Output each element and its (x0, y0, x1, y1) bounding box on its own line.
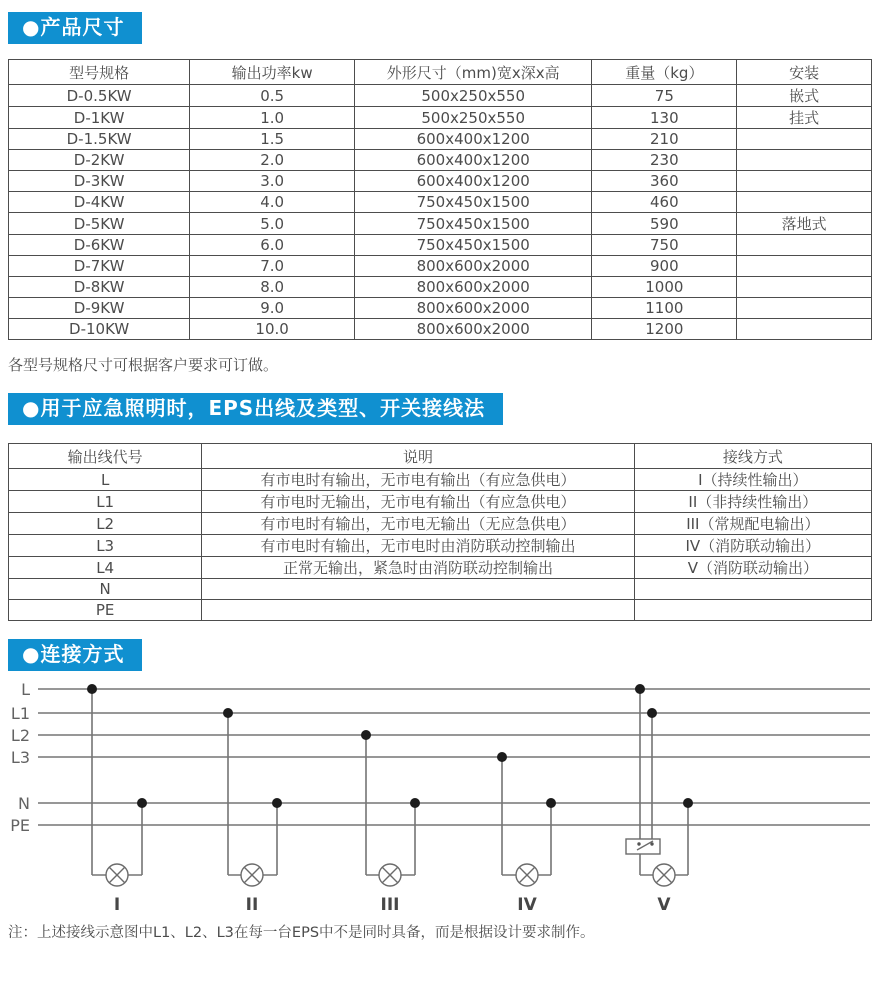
table-cell: 1.5 (190, 129, 355, 150)
eps-wiring-table (8, 443, 872, 621)
table-cell: 6.0 (190, 235, 355, 256)
wiring-table-header-row (9, 444, 872, 469)
rail-label-l2: L2 (10, 726, 30, 745)
table-cell: 1100 (592, 298, 737, 319)
table-cell: 4.0 (190, 192, 355, 213)
table-cell: 10.0 (190, 319, 355, 340)
table-cell (634, 579, 871, 600)
section-header-connection (8, 639, 142, 671)
connection-diagram-svg (0, 673, 880, 919)
table-cell: 600x400x1200 (355, 129, 592, 150)
table-cell: D-5KW (9, 213, 190, 235)
table-row (9, 491, 872, 513)
table-cell: 360 (592, 171, 737, 192)
junction-dot (87, 684, 693, 808)
table-cell: D-9KW (9, 298, 190, 319)
rail-label-l1: L1 (10, 704, 30, 723)
table-row (9, 150, 872, 171)
column-header: 接线方式 (634, 444, 871, 469)
table-cell: 500x250x550 (355, 85, 592, 107)
table-cell: D-4KW (9, 192, 190, 213)
table-row (9, 129, 872, 150)
table-cell: N (9, 579, 202, 600)
column-header: 输出功率kw (190, 60, 355, 85)
circuit-label-1: I (113, 895, 121, 915)
table-cell: L2 (9, 513, 202, 535)
table-cell: 落地式 (737, 213, 872, 235)
table-cell: D-6KW (9, 235, 190, 256)
table-cell: L3 (9, 535, 202, 557)
table-cell: 5.0 (190, 213, 355, 235)
table-cell (737, 298, 872, 319)
table-cell: IV（消防联动输出） (634, 535, 871, 557)
table-row (9, 319, 872, 340)
table-row (9, 213, 872, 235)
table-cell: D-3KW (9, 171, 190, 192)
table-cell: 嵌式 (737, 85, 872, 107)
table-cell: 7.0 (190, 256, 355, 277)
table-cell: 600x400x1200 (355, 171, 592, 192)
table-cell: 500x250x550 (355, 107, 592, 129)
table-cell: 750x450x1500 (355, 192, 592, 213)
table-cell: D-7KW (9, 256, 190, 277)
table-cell: D-8KW (9, 277, 190, 298)
table-cell: 460 (592, 192, 737, 213)
rail-label-l3: L3 (10, 748, 30, 767)
table-cell: 230 (592, 150, 737, 171)
table-cell: 1.0 (190, 107, 355, 129)
table-cell: 800x600x2000 (355, 277, 592, 298)
circuit-label-4: IV (517, 895, 537, 915)
rail-label-l: L (21, 680, 30, 699)
connection-diagram (0, 673, 880, 919)
table-row (9, 192, 872, 213)
table-row (9, 298, 872, 319)
table-cell: D-0.5KW (9, 85, 190, 107)
table-cell: 3.0 (190, 171, 355, 192)
table-cell (737, 235, 872, 256)
section-title: ●连接方式 (22, 642, 125, 666)
table-row (9, 277, 872, 298)
table-cell: L4 (9, 557, 202, 579)
section-header-product-size (8, 12, 142, 44)
table-cell (737, 319, 872, 340)
product-table-header-row (9, 60, 872, 85)
lamp-icon (106, 864, 675, 886)
table-row (9, 256, 872, 277)
table-cell: 900 (592, 256, 737, 277)
column-header: 说明 (202, 444, 634, 469)
column-header: 输出线代号 (9, 444, 202, 469)
table-cell: 有市电时有输出，无市电有输出（有应急供电） (202, 469, 634, 491)
section-title: ●产品尺寸 (22, 15, 125, 39)
wiring-table-body (9, 469, 872, 621)
table-cell: 有市电时无输出，无市电有输出（有应急供电） (202, 491, 634, 513)
table-row (9, 557, 872, 579)
table-cell: 750x450x1500 (355, 235, 592, 256)
table-cell: 挂式 (737, 107, 872, 129)
table-cell (737, 150, 872, 171)
table-cell: D-1.5KW (9, 129, 190, 150)
table-cell (202, 600, 634, 621)
table-cell (737, 277, 872, 298)
table-row (9, 579, 872, 600)
table-cell: 有市电时有输出，无市电无输出（无应急供电） (202, 513, 634, 535)
table-cell: 210 (592, 129, 737, 150)
table-row (9, 535, 872, 557)
table-cell: D-10KW (9, 319, 190, 340)
circuit-label-5: V (657, 895, 671, 915)
table-cell: 130 (592, 107, 737, 129)
table-cell: 75 (592, 85, 737, 107)
column-header: 外形尺寸（mm)宽x深x高 (355, 60, 592, 85)
table-cell: 8.0 (190, 277, 355, 298)
table-cell: 600x400x1200 (355, 150, 592, 171)
table-row (9, 107, 872, 129)
table-cell: II（非持续性输出） (634, 491, 871, 513)
rail-label-n: N (18, 794, 30, 813)
table-cell: 750 (592, 235, 737, 256)
table-cell (737, 171, 872, 192)
product-table-note: 各型号规格尺寸可根据客户要求可订做。 (8, 356, 279, 374)
table-cell (634, 600, 871, 621)
table-cell: 有市电时有输出，无市电时由消防联动控制输出 (202, 535, 634, 557)
table-cell: L (9, 469, 202, 491)
table-cell: 1200 (592, 319, 737, 340)
section-title: ●用于应急照明时，EPS出线及类型、开关接线法 (22, 396, 486, 420)
table-row (9, 235, 872, 256)
column-header: 型号规格 (9, 60, 190, 85)
table-cell: 800x600x2000 (355, 298, 592, 319)
table-cell: D-1KW (9, 107, 190, 129)
circuit-label-3: III (380, 895, 400, 915)
rail-label-pe: PE (10, 816, 30, 835)
diagram-footnote: 注：上述接线示意图中L1、L2、L3在每一台EPS中不是同时具备，而是根据设计要求制作。 (8, 925, 595, 941)
table-cell: 正常无输出，紧急时由消防联动控制输出 (202, 557, 634, 579)
table-cell (737, 192, 872, 213)
table-row (9, 85, 872, 107)
table-cell: 750x450x1500 (355, 213, 592, 235)
table-cell: 800x600x2000 (355, 319, 592, 340)
circuit-label-2: II (245, 895, 259, 915)
table-cell: 9.0 (190, 298, 355, 319)
table-cell: III（常规配电输出） (634, 513, 871, 535)
column-header: 安装 (737, 60, 872, 85)
column-header: 重量（kg） (592, 60, 737, 85)
table-cell: 590 (592, 213, 737, 235)
table-row (9, 469, 872, 491)
table-row (9, 171, 872, 192)
table-cell: PE (9, 600, 202, 621)
product-table-body (9, 85, 872, 340)
table-cell: L1 (9, 491, 202, 513)
table-cell: D-2KW (9, 150, 190, 171)
table-cell: I（持续性输出） (634, 469, 871, 491)
table-cell: 800x600x2000 (355, 256, 592, 277)
section-header-eps-wiring (8, 393, 503, 425)
table-cell: 2.0 (190, 150, 355, 171)
product-size-table (8, 59, 872, 340)
table-cell (737, 256, 872, 277)
table-cell: 0.5 (190, 85, 355, 107)
table-row (9, 513, 872, 535)
table-cell: 1000 (592, 277, 737, 298)
table-cell (202, 579, 634, 600)
table-cell: V（消防联动输出） (634, 557, 871, 579)
switch-icon (626, 839, 660, 854)
table-cell (737, 129, 872, 150)
table-row (9, 600, 872, 621)
